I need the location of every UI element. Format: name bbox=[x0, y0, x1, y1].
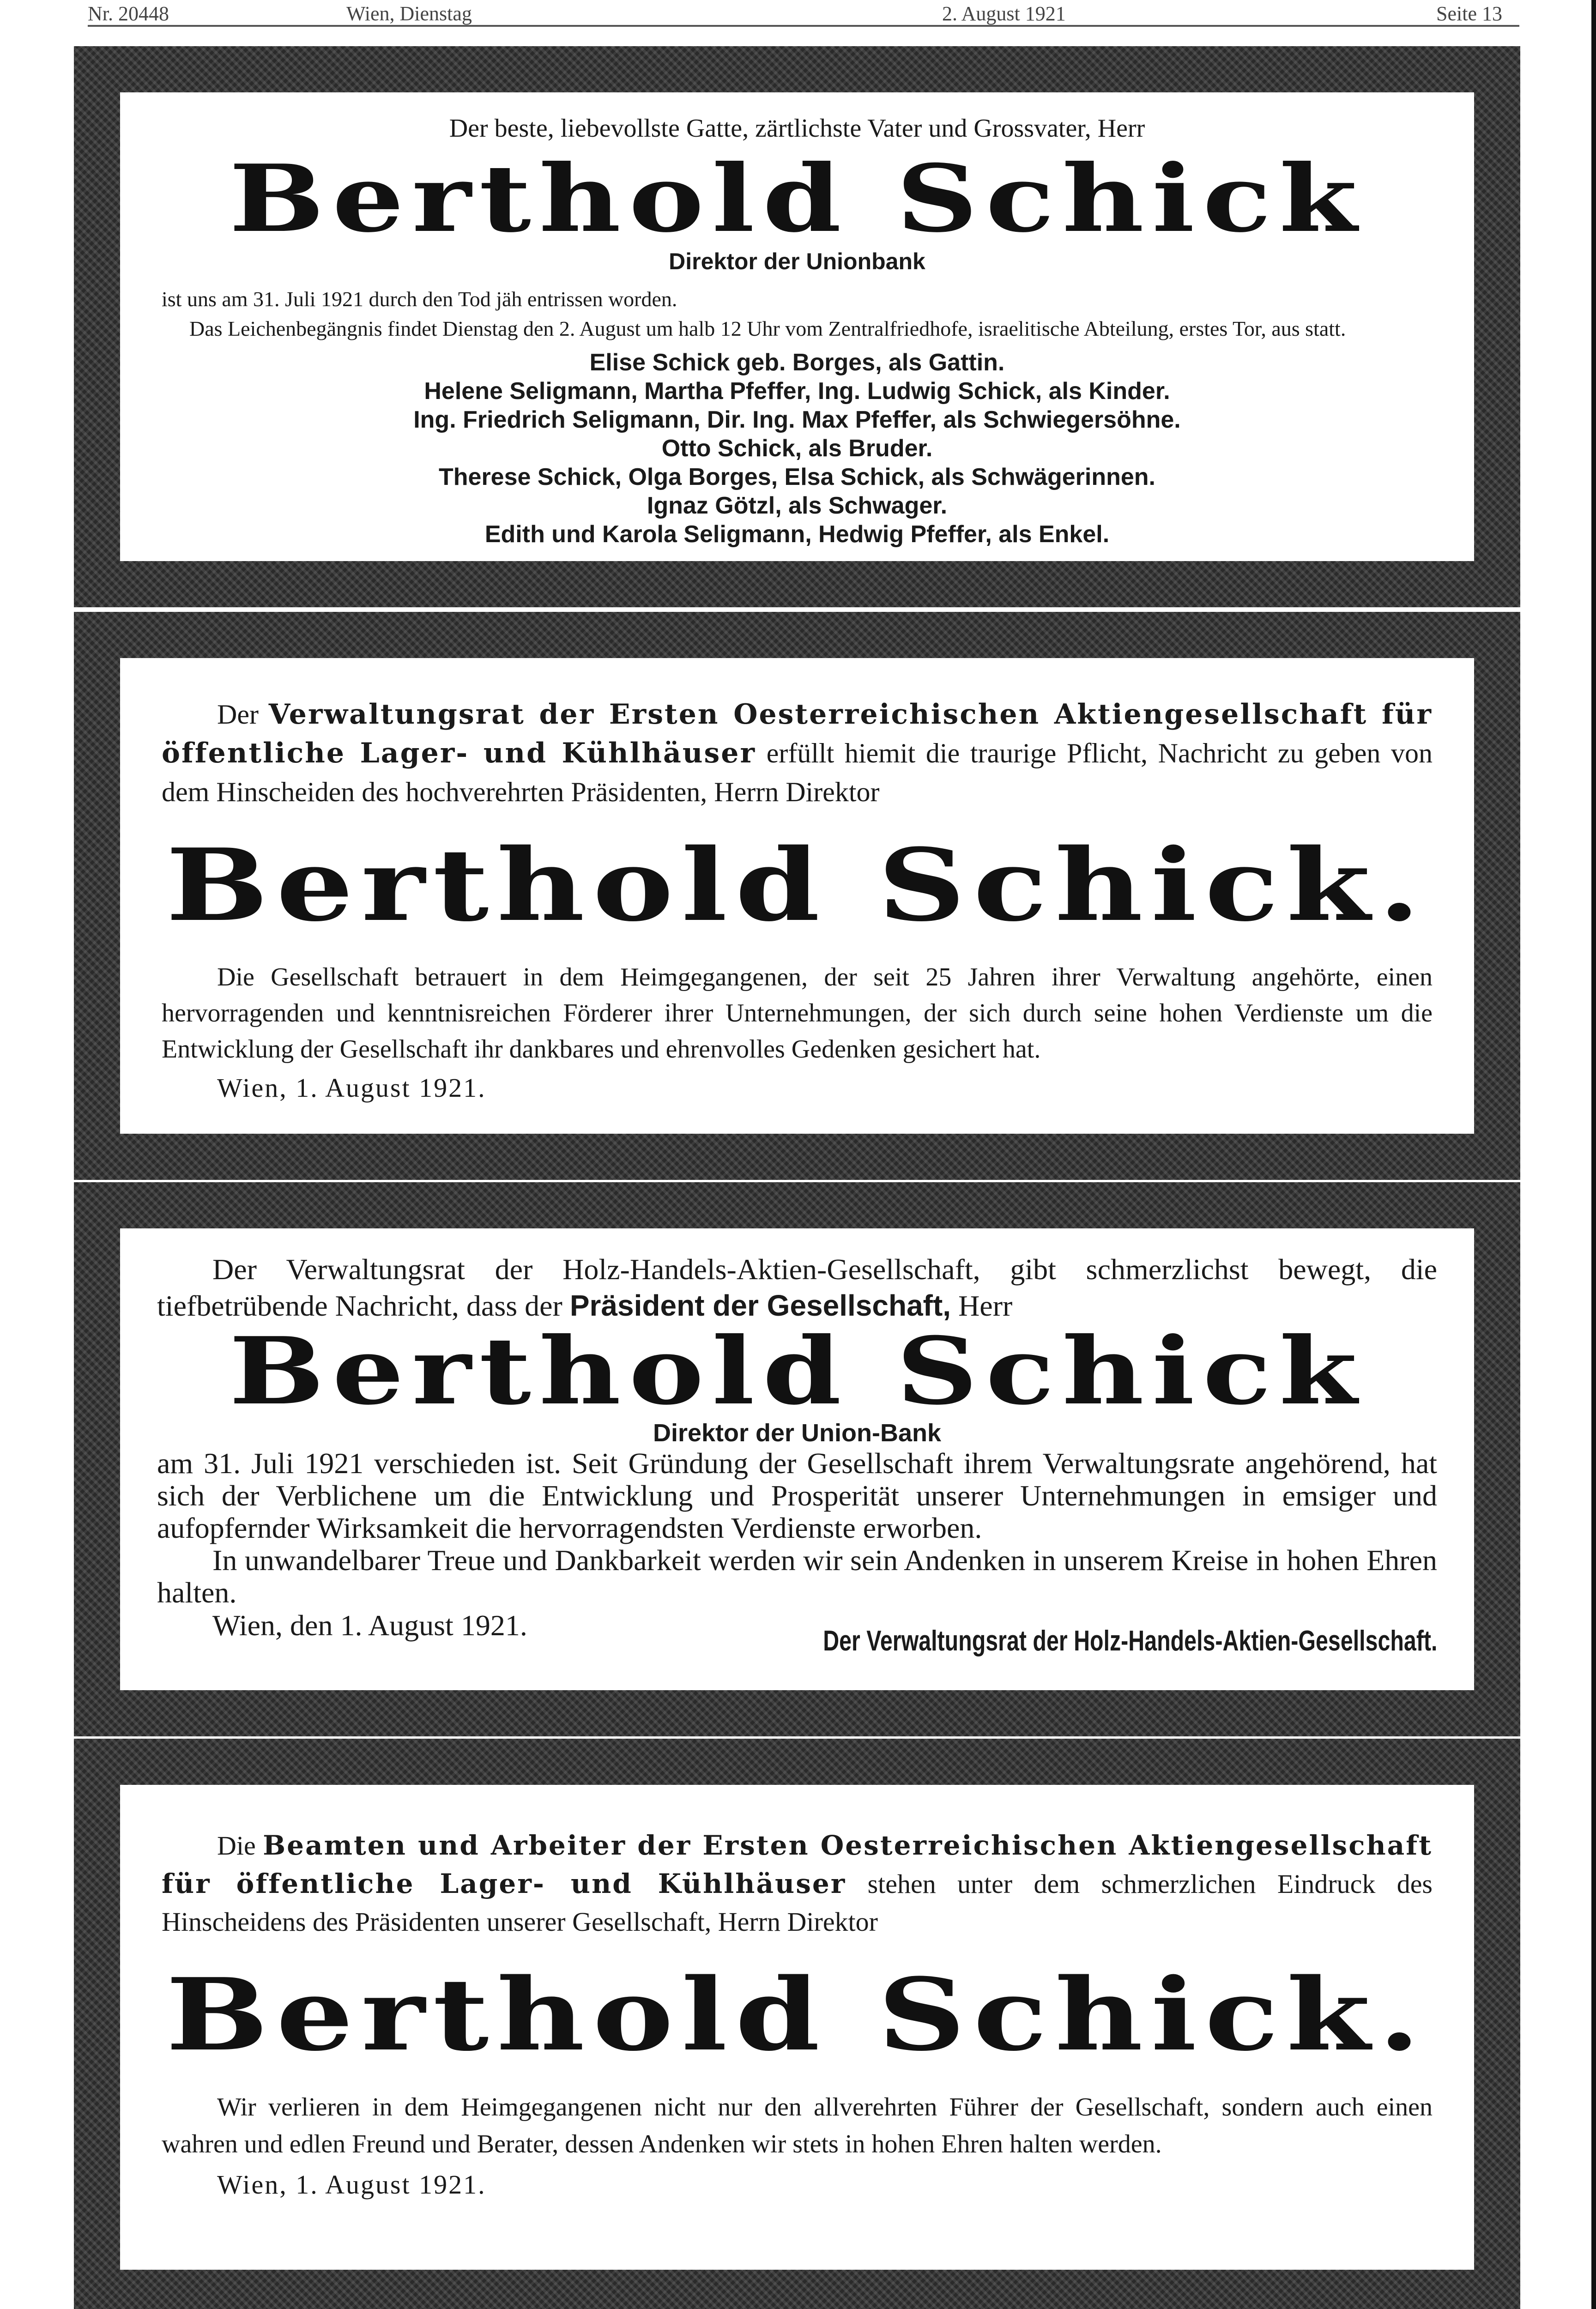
closing-row bbox=[157, 1609, 1437, 1664]
mourners-list bbox=[162, 348, 1433, 549]
mourner-line: Helene Seligmann, Martha Pfeffer, Ing. Ludwig Schick, als Kinder. bbox=[424, 378, 1170, 405]
notice-closing: Wien, 1. August 1921. bbox=[217, 2170, 486, 2200]
notice-signature: Der Verwaltungsrat der Holz-Handels-Aktien-Gesellschaft. bbox=[822, 1625, 1437, 1657]
obituary-notice-holz-handels bbox=[74, 1182, 1520, 1736]
deceased-name: Berthold Schick. bbox=[166, 1956, 1428, 2073]
lead-end: Herr bbox=[958, 1289, 1013, 1322]
notice-closing: Wien, 1. August 1921. bbox=[217, 1073, 486, 1103]
notice-text: Wir verlieren in dem Heimgegangenen nicht nur den allverehrten Führer der Gesellschaft, sondern auch einen wahren und edlen Freund und Berater, dessen Andenken wir stets in hohen Ehren halten werden. bbox=[162, 2093, 1433, 2158]
notice-body bbox=[120, 1228, 1474, 1690]
funeral-info: Das Leichenbegängnis findet Dienstag den 2. August um halb 12 Uhr vom Zentralfriedhofe, israelitische Abteilung, erstes Tor, aus statt. bbox=[189, 317, 1346, 340]
lead-rest: stehen unter dem schmerzlichen Eindruck des Hinscheidens des Präsidenten unserer Gesellschaft, Herrn Direktor bbox=[162, 1869, 1433, 1937]
mourner-line: Ignaz Götzl, als Schwager. bbox=[647, 492, 948, 519]
company-name: Verwaltungsrat der Ersten Oesterreichischen Aktiengesellschaft für öffentliche Lager- und Kühlhäuser bbox=[162, 698, 1433, 769]
deceased-title: Direktor der Unionbank bbox=[669, 248, 925, 274]
notice-text: In unwandelbarer Treue und Dankbarkeit werden wir sein Andenken in unserem Kreise in hohen Ehren halten. bbox=[157, 1544, 1437, 1609]
group-name: Beamten und Arbeiter der Ersten Oesterreichischen Aktiengesellschaft für öffentliche Lager- und Kühlhäuser bbox=[162, 1830, 1433, 1899]
page-number: Seite 13 bbox=[1436, 2, 1502, 25]
mourner-line: Edith und Karola Seligmann, Hedwig Pfeffer, als Enkel. bbox=[484, 521, 1110, 548]
page-header bbox=[88, 0, 1519, 28]
notice-body bbox=[120, 658, 1474, 1134]
mourner-line: Otto Schick, als Bruder. bbox=[661, 435, 933, 462]
place-day: Wien, Dienstag bbox=[346, 2, 472, 25]
lead-rest: erfüllt hiemit die traurige Pflicht, Nachricht zu geben von dem Hinscheiden des hochverehrten Präsidenten, Herrn Direktor bbox=[162, 738, 1433, 807]
issue-number: Nr. 20448 bbox=[88, 2, 169, 25]
notice-intro: Der beste, liebevollste Gatte, zärtlichste Vater und Grossvater, Herr bbox=[449, 114, 1145, 143]
deceased-title: Direktor der Union-Bank bbox=[653, 1419, 942, 1447]
obituary-notice-board-lagerhaus bbox=[74, 612, 1520, 1180]
notice-body bbox=[120, 92, 1474, 561]
notice-closing: Wien, den 1. August 1921. bbox=[212, 1609, 527, 1642]
notice-text: Die Gesellschaft betrauert in dem Heimgegangenen, der seit 25 Jahren ihrer Verwaltung angehörte, einen hervorragenden und kenntnisreichen Förderer ihrer Unternehmungen, der sich durch seine hohen Verdienste um die Entwicklung der Gesellschaft ihr dankbares und ehrenvolles Gedenken gesichert hat. bbox=[162, 963, 1433, 1064]
lead-text: Der Verwaltungsrat der Holz-Handels-Aktien-Gesellschaft, gibt schmerzlichst bewegt, die tiefbetrübende Nachricht, dass der bbox=[157, 1253, 1437, 1322]
death-statement: ist uns am 31. Juli 1921 durch den Tod jäh entrissen worden. bbox=[162, 287, 677, 311]
mourner-line: Therese Schick, Olga Borges, Elsa Schick, als Schwägerinnen. bbox=[439, 464, 1155, 490]
notice-lead bbox=[157, 1251, 1437, 1324]
header-rule bbox=[88, 25, 1519, 27]
lead-word: Die bbox=[217, 1831, 256, 1861]
lead-bold: Präsident der Gesellschaft, bbox=[569, 1289, 951, 1322]
deceased-name: Berthold Schick bbox=[229, 1317, 1365, 1426]
notice-body bbox=[120, 1785, 1474, 2270]
page-edge bbox=[1591, 0, 1596, 2309]
notice-text: am 31. Juli 1921 verschieden ist. Seit Gründung der Gesellschaft ihrem Verwaltungsrate angehörend, hat sich der Verblichene um die Entwicklung und Prosperität unserer Unternehmungen in emsiger und aufopfernder Wirksamkeit die hervorragendsten Verdienste erworben. bbox=[157, 1447, 1437, 1544]
notice-lead bbox=[162, 695, 1433, 811]
deceased-name: Berthold Schick bbox=[229, 145, 1365, 253]
mourner-line: Ing. Friedrich Seligmann, Dir. Ing. Max Pfeffer, als Schwiegersöhne. bbox=[413, 406, 1181, 433]
header-date: 2. August 1921 bbox=[942, 2, 1066, 25]
obituary-notice-family bbox=[74, 46, 1520, 607]
lead-word: Der bbox=[217, 699, 259, 730]
mourner-line: Elise Schick geb. Borges, als Gattin. bbox=[589, 349, 1005, 376]
notice-lead bbox=[162, 1826, 1433, 1941]
obituary-notice-employees bbox=[74, 1739, 1520, 2309]
deceased-name: Berthold Schick. bbox=[166, 827, 1428, 943]
